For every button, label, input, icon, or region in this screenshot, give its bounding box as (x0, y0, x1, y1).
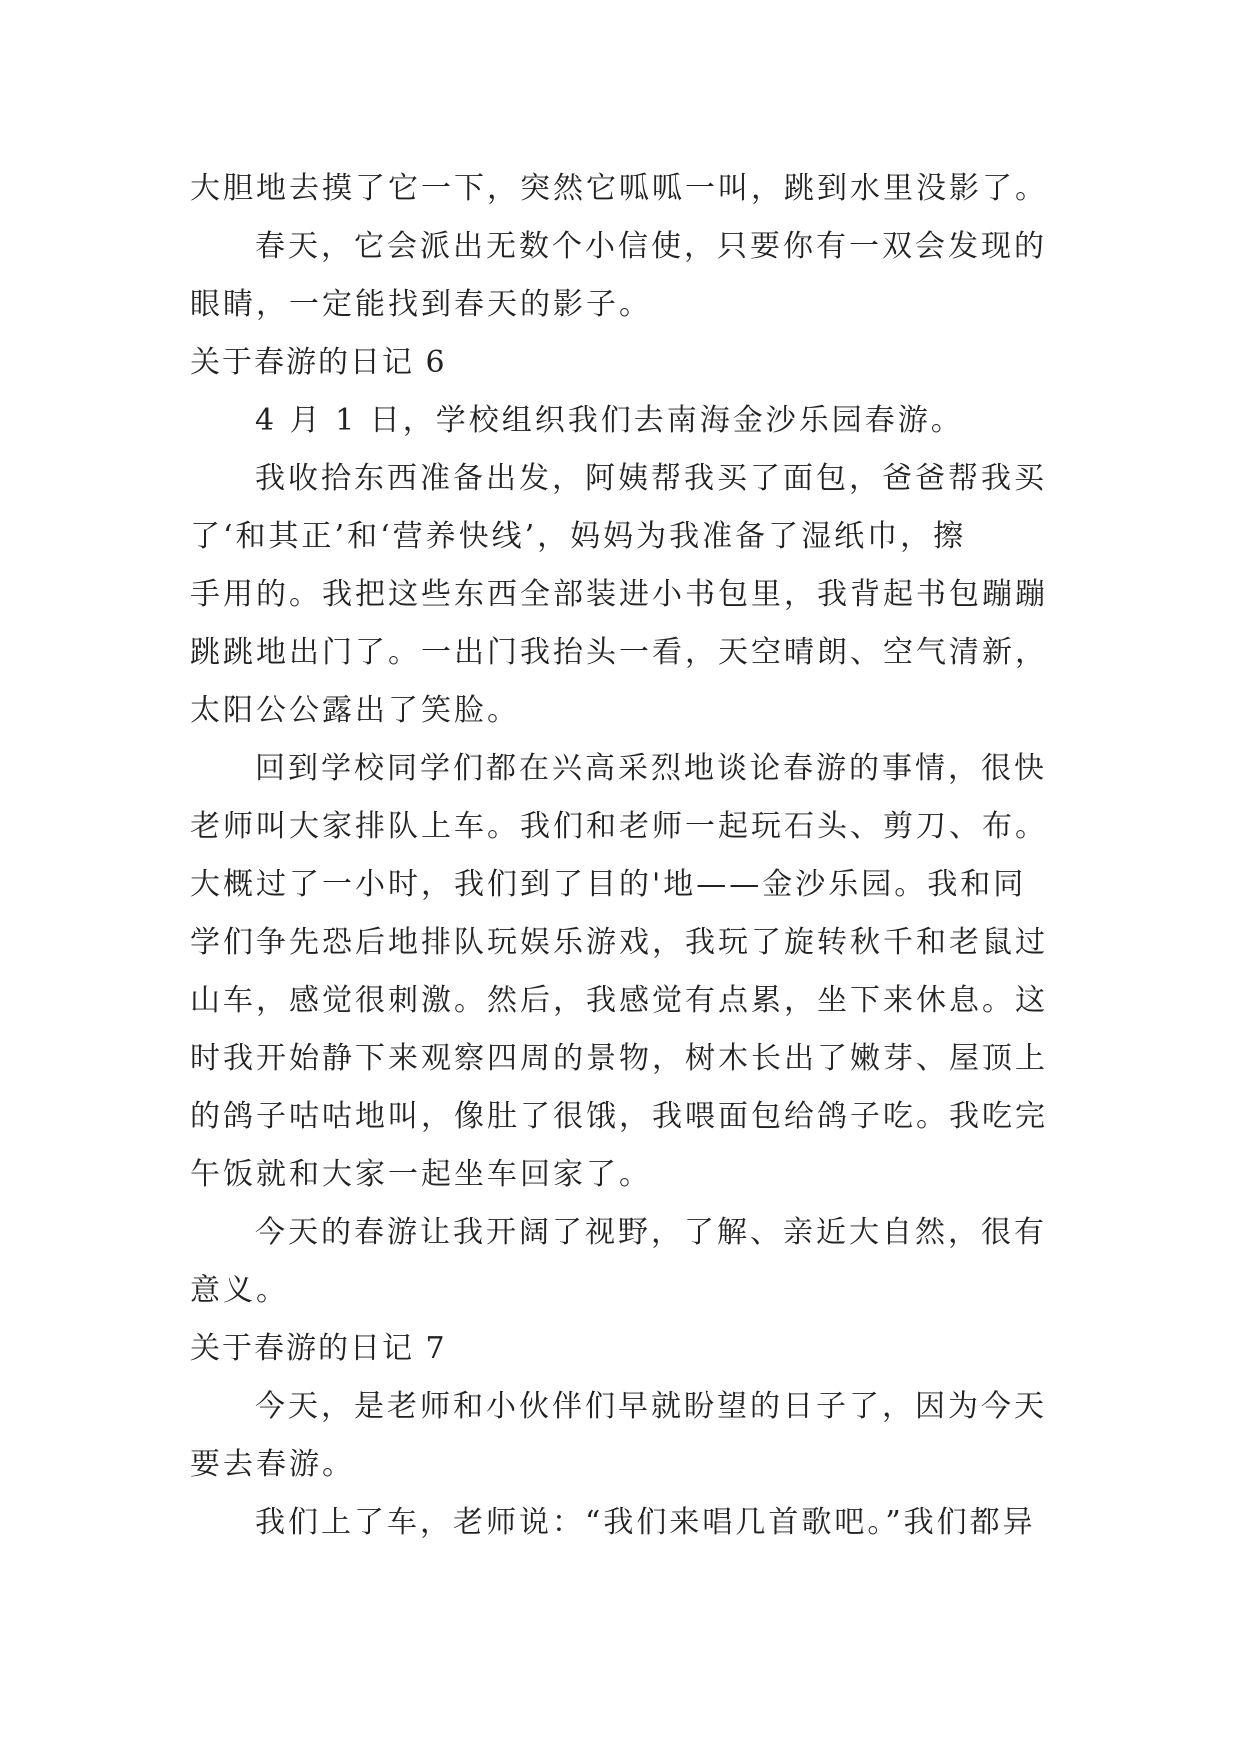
paragraph-start-line: 4 月 1 日，学校组织我们去南海金沙乐园春游。 (255, 403, 964, 438)
text-line: 大胆地去摸了它一下，突然它呱呱一叫，跳到水里没影了。 (190, 171, 1048, 206)
text-line: 时我开始静下来观察四周的景物，树木长出了嫩芽、屋顶上 (190, 1041, 1048, 1076)
paragraph-start-line: 今天的春游让我开阔了视野，了解、亲近大自然，很有 (255, 1215, 1047, 1250)
text-line: 跳跳地出门了。一出门我抬头一看，天空晴朗、空气清新， (190, 635, 1048, 670)
text-line: 了‘和其正’和‘营养快线’，妈妈为我准备了湿纸巾，擦 (190, 519, 967, 554)
text-line: 要去春游。 (190, 1447, 355, 1482)
text-line: 山车，感觉很刺激。然后，我感觉有点累，坐下来休息。这 (190, 983, 1048, 1018)
paragraph-start-line: 今天，是老师和小伙伴们早就盼望的日子了，因为今天 (255, 1389, 1047, 1424)
section-heading: 关于春游的日记 6 (190, 345, 447, 380)
section-heading: 关于春游的日记 7 (190, 1331, 447, 1366)
paragraph-start-line: 我收拾东西准备出发，阿姨帮我买了面包，爸爸帮我买 (255, 461, 1047, 496)
paragraph-start-line: 春天，它会派出无数个小信使，只要你有一双会发现的 (255, 229, 1047, 264)
text-line: 太阳公公露出了笑脸。 (190, 693, 520, 728)
text-line: 大概过了一小时，我们到了目的'地——金沙乐园。我和同 (190, 867, 1027, 902)
text-line: 老师叫大家排队上车。我们和老师一起玩石头、剪刀、布。 (190, 809, 1048, 844)
paragraph-start-line: 我们上了车，老师说：“我们来唱几首歌吧。”我们都异 (255, 1505, 1036, 1540)
text-line: 手用的。我把这些东西全部装进小书包里，我背起书包蹦蹦 (190, 577, 1048, 612)
text-line: 眼睛，一定能找到春天的影子。 (190, 287, 652, 322)
text-line: 意义。 (190, 1273, 289, 1308)
text-line: 的鸽子咕咕地叫，像肚了很饿，我喂面包给鸽子吃。我吃完 (190, 1099, 1048, 1134)
text-line: 午饭就和大家一起坐车回家了。 (190, 1157, 652, 1192)
paragraph-start-line: 回到学校同学们都在兴高采烈地谈论春游的事情，很快 (255, 751, 1047, 786)
text-line: 学们争先恐后地排队玩娱乐游戏，我玩了旋转秋千和老鼠过 (190, 925, 1048, 960)
document-body (190, 160, 1050, 1552)
